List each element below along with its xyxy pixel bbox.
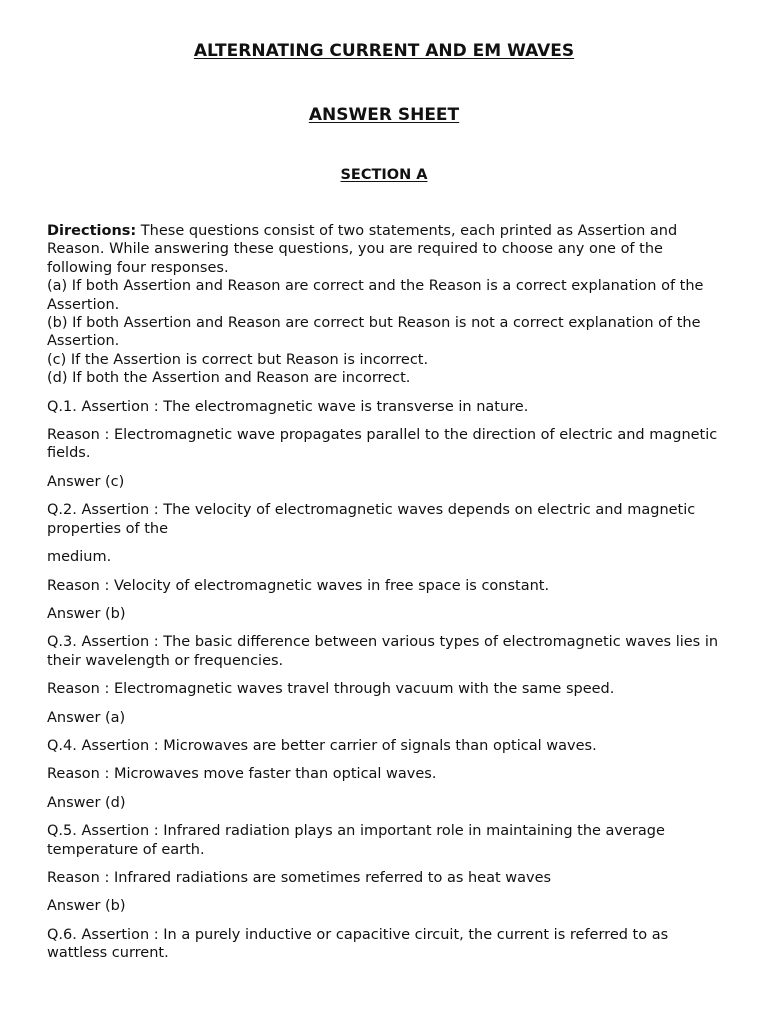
q5-reason: Reason : Infrared radiations are sometimes referred to as heat waves bbox=[47, 869, 552, 886]
directions-block bbox=[47, 222, 727, 388]
q3-answer: Answer (a) bbox=[47, 709, 126, 726]
document-title: ALTERNATING CURRENT AND EM WAVES bbox=[193, 41, 575, 61]
section-heading: SECTION A bbox=[340, 167, 428, 183]
directions-option-d: (d) If both the Assertion and Reason are incorrect. bbox=[47, 370, 411, 387]
directions-option-c: (c) If the Assertion is correct but Reason is incorrect. bbox=[47, 351, 429, 368]
q2-assertion: Q.2. Assertion : The velocity of electromagnetic waves depends on electric and magnetic properties of the bbox=[47, 502, 696, 537]
q2-answer: Answer (b) bbox=[47, 605, 126, 622]
document-body bbox=[47, 222, 727, 973]
q5-answer: Answer (b) bbox=[47, 898, 126, 915]
q1-answer: Answer (c) bbox=[47, 473, 125, 490]
q1-reason: Reason : Electromagnetic wave propagates parallel to the direction of electric and magnetic fields. bbox=[47, 427, 718, 462]
directions-intro bbox=[47, 223, 677, 276]
q2-assertion-continued: medium. bbox=[47, 549, 112, 566]
directions-option-a: (a) If both Assertion and Reason are correct and the Reason is a correct explanation of the Assertion. bbox=[47, 278, 704, 313]
q1-assertion: Q.1. Assertion : The electromagnetic wave is transverse in nature. bbox=[47, 398, 529, 415]
directions-text: These questions consist of two statements, each printed as Assertion and Reason. While answering these questions, you are required to choose any one of the following four responses. bbox=[47, 223, 678, 276]
directions-label: Directions: bbox=[47, 223, 137, 239]
q6-assertion: Q.6. Assertion : In a purely inductive or capacitive circuit, the current is referred to as wattless current. bbox=[47, 926, 669, 962]
q4-reason: Reason : Microwaves move faster than optical waves. bbox=[47, 766, 437, 783]
q2-reason: Reason : Velocity of electromagnetic waves in free space is constant. bbox=[47, 577, 550, 594]
q4-assertion: Q.4. Assertion : Microwaves are better carrier of signals than optical waves. bbox=[47, 737, 597, 754]
answer-sheet-heading: ANSWER SHEET bbox=[308, 105, 460, 125]
q3-assertion: Q.3. Assertion : The basic difference between various types of electromagnetic waves lies in their wavelength or frequencies. bbox=[47, 634, 719, 669]
q4-answer: Answer (d) bbox=[47, 794, 126, 811]
q5-assertion: Q.5. Assertion : Infrared radiation plays an important role in maintaining the average temperature of earth. bbox=[47, 823, 665, 858]
directions-option-b: (b) If both Assertion and Reason are correct but Reason is not a correct explanation of the Assertion. bbox=[47, 315, 701, 350]
q3-reason: Reason : Electromagnetic waves travel through vacuum with the same speed. bbox=[47, 681, 615, 698]
